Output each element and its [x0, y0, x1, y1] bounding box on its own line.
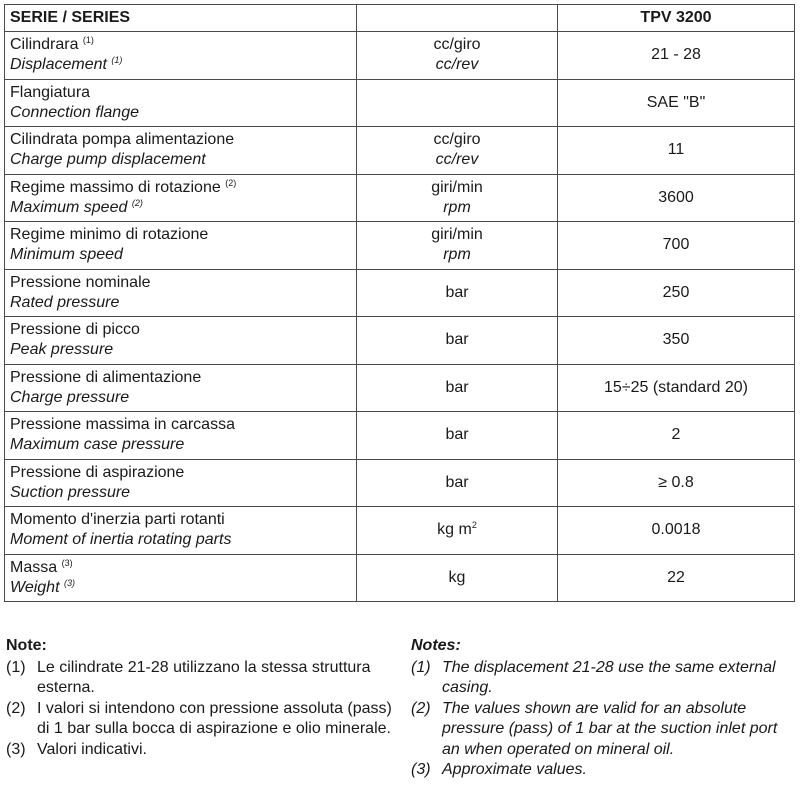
parameter-cell — [5, 317, 357, 365]
note-text: Approximate values. — [442, 761, 587, 778]
parameter-english-text: Connection flange — [10, 103, 139, 121]
parameter-english — [10, 245, 351, 265]
table-row — [5, 79, 795, 127]
unit-italian-text: cc/giro — [433, 131, 481, 149]
series-header: SERIE / SERIES — [5, 5, 357, 32]
note-number: (2) — [411, 699, 431, 717]
notes-italian-title: Note: — [6, 637, 47, 654]
parameter-english-text: Weight — [10, 578, 60, 596]
unit-italian-text: bar — [445, 283, 469, 301]
unit-italian — [362, 130, 552, 150]
note-text: Valori indicativi. — [37, 740, 147, 758]
unit-italian — [362, 178, 552, 198]
note-number: (3) — [411, 761, 431, 778]
unit-exponent: 2 — [471, 520, 477, 531]
parameter-cell — [5, 269, 357, 317]
unit-italian-text: bar — [445, 378, 469, 396]
unit-italian — [362, 520, 552, 540]
parameter-english — [10, 198, 351, 218]
unit-italian-text: bar — [445, 426, 469, 444]
parameter-italian — [10, 368, 351, 388]
value-cell: 22 — [558, 554, 795, 602]
specifications-table — [4, 4, 795, 602]
value-cell: 350 — [558, 317, 795, 365]
unit-cell — [357, 507, 558, 555]
table-row — [5, 317, 795, 365]
parameter-italian-text: Pressione di alimentazione — [10, 368, 202, 386]
parameter-cell — [5, 459, 357, 507]
unit-header — [357, 5, 558, 32]
unit-cell — [357, 364, 558, 412]
parameter-english-text: Maximum speed — [10, 198, 128, 216]
parameter-english — [10, 435, 351, 455]
parameter-english — [10, 578, 351, 598]
parameter-italian — [10, 415, 351, 435]
parameter-cell — [5, 79, 357, 127]
italian-note-item — [6, 699, 398, 740]
unit-english: cc/rev — [435, 56, 479, 74]
english-note-item — [411, 760, 796, 781]
parameter-english-text: Suction pressure — [10, 483, 131, 501]
notes-italian — [6, 636, 398, 760]
parameter-italian — [10, 273, 351, 293]
unit-italian-text: bar — [445, 331, 469, 349]
parameter-italian — [10, 130, 351, 150]
unit-cell — [357, 317, 558, 365]
footnote-ref: (1) — [111, 55, 123, 66]
value-cell: ≥ 0.8 — [558, 459, 795, 507]
parameter-english — [10, 293, 351, 313]
unit-cell — [357, 554, 558, 602]
notes-english — [411, 636, 796, 781]
parameter-italian — [10, 83, 351, 103]
parameter-english — [10, 340, 351, 360]
value-cell: 3600 — [558, 174, 795, 222]
parameter-italian — [10, 225, 351, 245]
parameter-english — [10, 103, 351, 123]
unit-english: cc/rev — [435, 151, 479, 169]
unit-cell — [357, 32, 558, 80]
parameter-cell — [5, 127, 357, 175]
unit-italian — [362, 378, 552, 398]
table-row — [5, 459, 795, 507]
footnote-ref: (3) — [63, 577, 75, 588]
note-number: (2) — [6, 699, 26, 717]
parameter-cell — [5, 174, 357, 222]
parameter-cell — [5, 554, 357, 602]
table-row — [5, 412, 795, 460]
parameter-cell — [5, 507, 357, 555]
value-cell: 250 — [558, 269, 795, 317]
table-row — [5, 269, 795, 317]
table-row — [5, 222, 795, 270]
parameter-italian-text: Pressione di aspirazione — [10, 463, 185, 481]
footnote-ref: (3) — [61, 557, 73, 568]
parameter-italian-text: Massa — [10, 558, 58, 576]
parameter-italian-text: Pressione nominale — [10, 273, 151, 291]
parameter-cell — [5, 222, 357, 270]
unit-cell — [357, 412, 558, 460]
footnote-ref: (2) — [131, 197, 143, 208]
value-cell: 0.0018 — [558, 507, 795, 555]
parameter-english-text: Maximum case pressure — [10, 436, 185, 454]
parameter-italian-text: Momento d'inerzia parti rotanti — [10, 511, 225, 529]
table-row — [5, 127, 795, 175]
parameter-italian — [10, 35, 351, 55]
parameter-italian — [10, 558, 351, 578]
footnote-ref: (2) — [225, 177, 237, 188]
unit-italian-text: cc/giro — [433, 36, 481, 54]
italian-note-item — [6, 658, 398, 699]
note-number: (1) — [6, 658, 26, 676]
parameter-english-text: Charge pump displacement — [10, 151, 206, 169]
parameter-italian-text: Regime minimo di rotazione — [10, 226, 209, 244]
parameter-english-text: Moment of inertia rotating parts — [10, 531, 232, 549]
parameter-english-text: Rated pressure — [10, 293, 120, 311]
table-row — [5, 507, 795, 555]
parameter-english — [10, 55, 351, 75]
unit-italian — [362, 330, 552, 350]
parameter-italian — [10, 463, 351, 483]
value-cell: 700 — [558, 222, 795, 270]
unit-english: rpm — [443, 246, 471, 264]
parameter-english — [10, 483, 351, 503]
value-cell: 11 — [558, 127, 795, 175]
notes-italian-list — [6, 658, 398, 761]
unit-english: rpm — [443, 198, 471, 216]
parameter-english — [10, 530, 351, 550]
note-text: Le cilindrate 21-28 utilizzano la stessa struttura esterna. — [37, 658, 371, 696]
unit-italian-text: giri/min — [431, 226, 483, 244]
parameter-italian-text: Cilindrara — [10, 36, 79, 54]
note-text: The displacement 21-28 use the same external casing. — [442, 658, 776, 696]
unit-cell — [357, 269, 558, 317]
unit-cell — [357, 459, 558, 507]
table-body — [5, 32, 795, 602]
parameter-italian-text: Regime massimo di rotazione — [10, 178, 221, 196]
note-number: (3) — [6, 740, 26, 758]
parameter-italian — [10, 178, 351, 198]
parameter-cell — [5, 412, 357, 460]
unit-italian-text: bar — [445, 473, 469, 491]
parameter-english — [10, 150, 351, 170]
unit-cell — [357, 222, 558, 270]
parameter-italian-text: Pressione massima in carcassa — [10, 416, 235, 434]
value-cell: SAE "B" — [558, 79, 795, 127]
footnote-ref: (1) — [82, 35, 94, 46]
parameter-english-text: Displacement — [10, 56, 107, 74]
value-cell: 21 - 28 — [558, 32, 795, 80]
note-number: (1) — [411, 658, 431, 676]
unit-italian — [362, 568, 552, 588]
parameter-cell — [5, 364, 357, 412]
parameter-english-text: Charge pressure — [10, 388, 130, 406]
unit-italian — [362, 225, 552, 245]
notes-english-list — [411, 658, 796, 781]
note-text: The values shown are valid for an absolute pressure (pass) of 1 bar at the suction inlet port an when operated on mineral oil. — [442, 699, 778, 758]
italian-note-item — [6, 740, 398, 761]
unit-italian-text: kg m — [437, 521, 472, 539]
parameter-italian-text: Cilindrata pompa alimentazione — [10, 131, 235, 149]
note-text: I valori si intendono con pressione assoluta (pass) di 1 bar sulla bocca di aspirazione e olio minerale. — [37, 699, 392, 737]
unit-italian — [362, 425, 552, 445]
english-note-item — [411, 699, 796, 761]
parameter-italian-text: Pressione di picco — [10, 321, 140, 339]
model-header: TPV 3200 — [558, 5, 795, 32]
unit-italian — [362, 473, 552, 493]
table-row — [5, 174, 795, 222]
unit-italian — [362, 283, 552, 303]
unit-italian — [362, 35, 552, 55]
parameter-italian — [10, 320, 351, 340]
value-cell: 2 — [558, 412, 795, 460]
notes-english-title: Notes: — [411, 637, 461, 654]
unit-italian-text: kg — [448, 568, 466, 586]
unit-cell — [357, 174, 558, 222]
table-row — [5, 32, 795, 80]
unit-italian-text: giri/min — [431, 178, 483, 196]
unit-cell — [357, 79, 558, 127]
unit-cell — [357, 127, 558, 175]
table-row — [5, 364, 795, 412]
table-header-row — [5, 5, 795, 32]
english-note-item — [411, 658, 796, 699]
value-cell: 15÷25 (standard 20) — [558, 364, 795, 412]
parameter-italian-text: Flangiatura — [10, 83, 91, 101]
parameter-italian — [10, 510, 351, 530]
table-row — [5, 554, 795, 602]
parameter-english — [10, 388, 351, 408]
parameter-cell — [5, 32, 357, 80]
parameter-english-text: Peak pressure — [10, 341, 114, 359]
parameter-english-text: Minimum speed — [10, 246, 123, 264]
